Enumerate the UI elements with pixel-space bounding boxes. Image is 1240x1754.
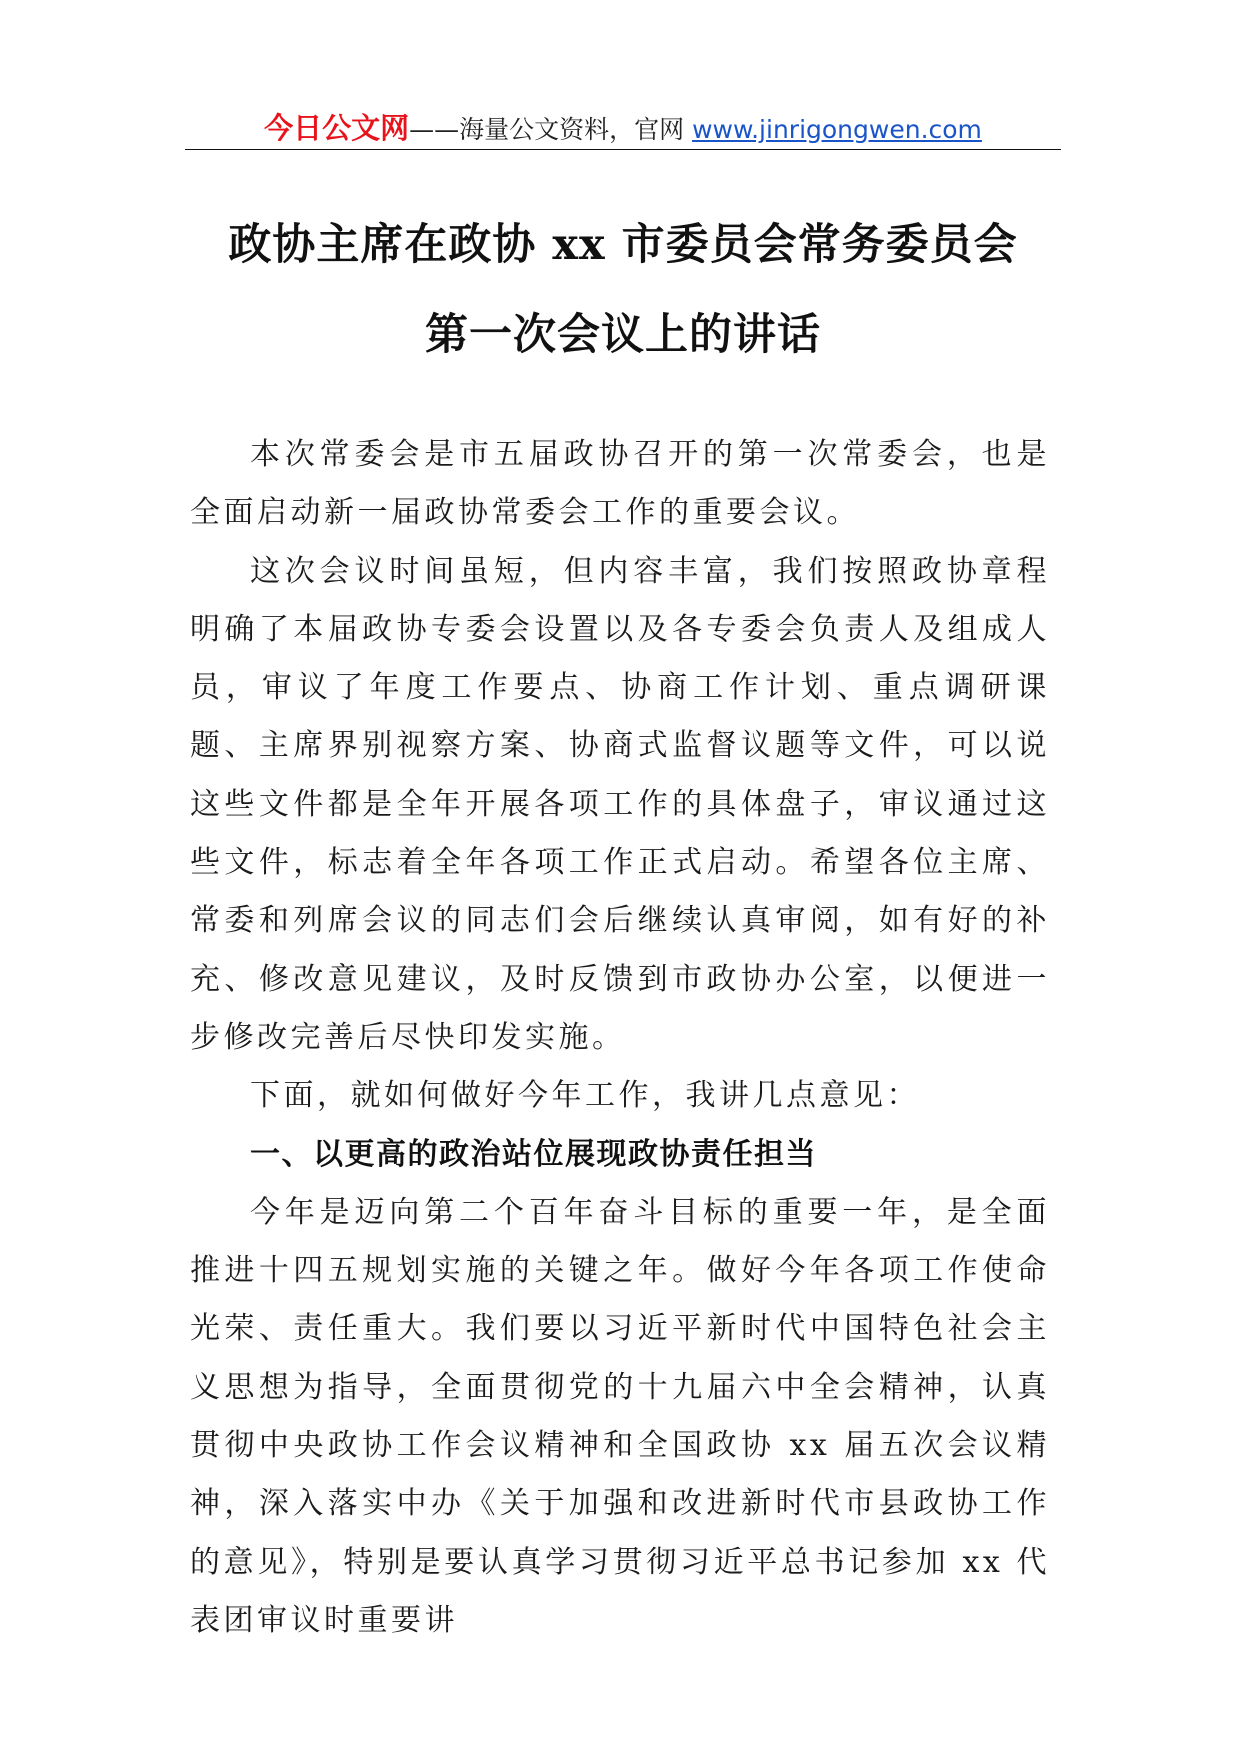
paragraph-1: 本次常委会是市五届政协召开的第一次常委会，也是全面启动新一届政协常委会工作的重要会议。 — [190, 437, 1050, 531]
title-line-1: 政协主席在政协 xx 市委员会常务委员会 — [228, 220, 1018, 270]
document-title — [150, 200, 1096, 380]
title-line-2: 第一次会议上的讲话 — [425, 310, 821, 360]
section-heading-1: 一、以更高的政治站位展现政协责任担当 — [250, 1136, 817, 1172]
site-brand: 今日公文网 — [264, 111, 410, 145]
site-url-link[interactable]: www.jinrigongwen.com — [692, 115, 982, 144]
section-1-paragraph: 今年是迈向第二个百年奋斗目标的重要一年，是全面推进十四五规划实施的关键之年。做好今年各项工作使命光荣、责任重大。我们要以习近平新时代中国特色社会主义思想为指导，全面贯彻党的十九届六中全会精神，认真贯彻中央政协工作会议精神和全国政协 xx 届五次会议精神，深入落实中办《关于加强和改进新时代市县政协工作的意见》，特别是要认真学习贯彻习近平总书记参加 xx 代表团审议时重要讲 — [190, 1194, 1050, 1638]
site-header — [185, 106, 1061, 150]
paragraph-3: 下面，就如何做好今年工作，我讲几点意见： — [250, 1078, 920, 1114]
site-tagline: ——海量公文资料，官网 — [409, 115, 693, 144]
paragraph-2: 这次会议时间虽短，但内容丰富，我们按照政协章程明确了本届政协专委会设置以及各专委会负责人及组成人员，审议了年度工作要点、协商工作计划、重点调研课题、主席界别视察方案、协商式监督议题等文件，可以说这些文件都是全年开展各项工作的具体盘子，审议通过这些文件，标志着全年各项工作正式启动。希望各位主席、常委和列席会议的同志们会后继续认真审阅，如有好的补充、修改意见建议，及时反馈到市政协办公室，以便进一步修改完善后尽快印发实施。 — [190, 553, 1050, 1055]
document-body — [190, 426, 1050, 1650]
header-divider — [185, 149, 1061, 150]
